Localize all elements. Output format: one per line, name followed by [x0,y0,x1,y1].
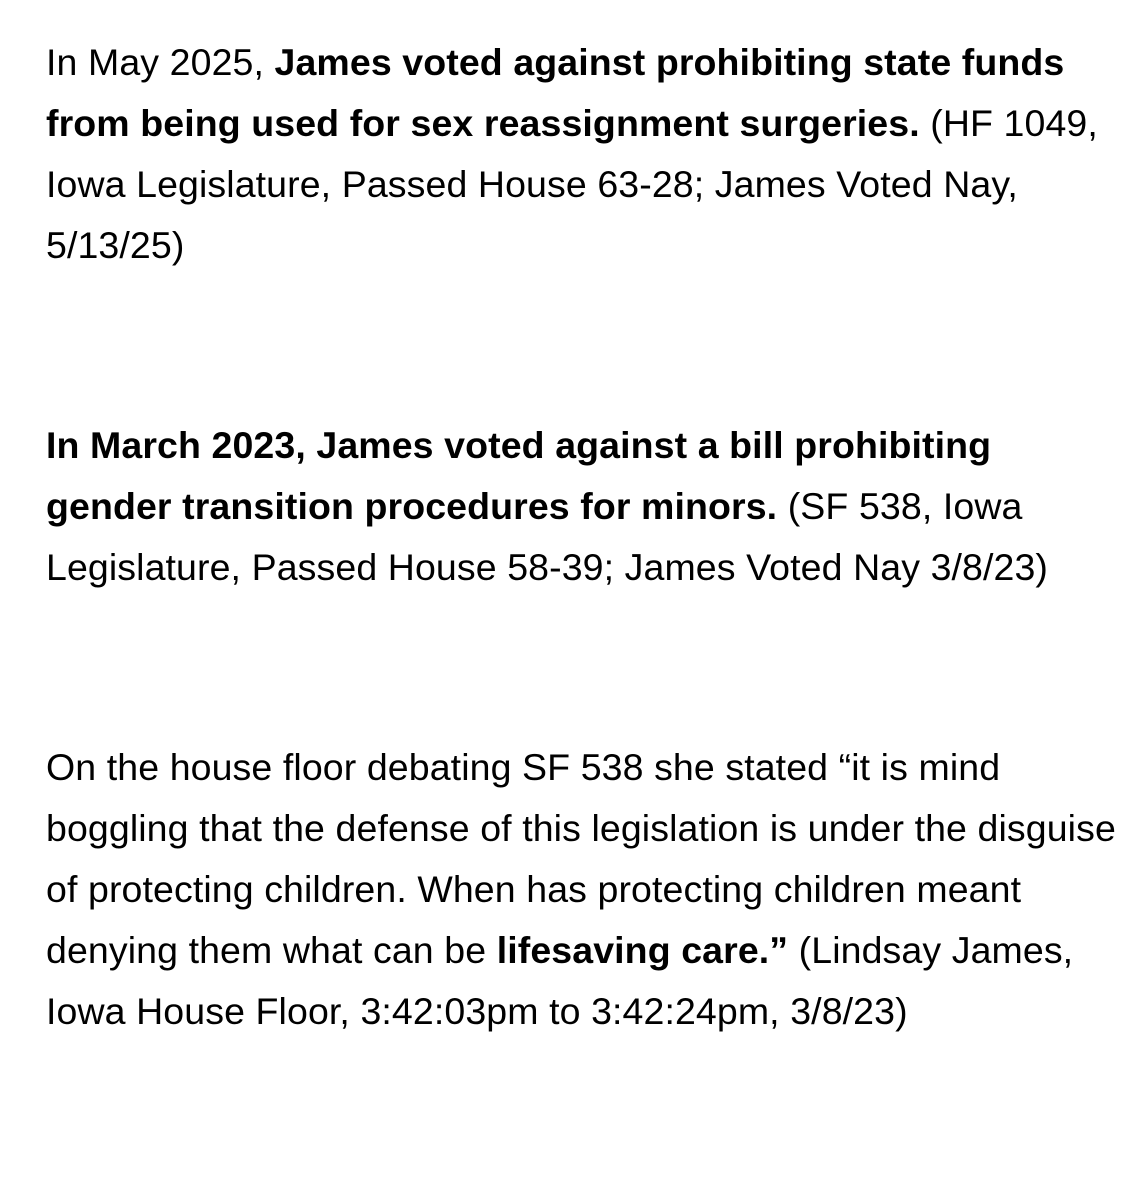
paragraph-emphasis: lifesaving care.” [496,929,789,971]
paragraph-citation: (SF 538, Iowa Legislature, Passed House 58-39; James Voted Nay 3/8/23) [46,485,1049,588]
paragraph-floor-quote [46,737,1126,1042]
paragraph-lead: In May 2025, [46,41,275,83]
paragraph-citation: (HF 1049, Iowa Legislature, Passed House 63-28; James Voted Nay, 5/13/25) [46,102,1098,266]
paragraph-hf1049-vote [46,32,1126,276]
document-body [46,32,1126,1042]
paragraph-lead: On the house floor debating SF 538 she stated “it is mind boggling that the defense of this legislation is under the disguise of protecting children. When has protecting children meant denying them what can be [46,746,1116,971]
paragraph-emphasis: In March 2023, James voted against a bill prohibiting gender transition procedures for minors. [46,424,992,527]
paragraph-emphasis: James voted against prohibiting state funds from being used for sex reassignment surgeries. [46,41,1065,144]
paragraph-sf538-vote [46,415,1126,598]
paragraph-citation: (Lindsay James, Iowa House Floor, 3:42:03pm to 3:42:24pm, 3/8/23) [46,929,1074,1032]
